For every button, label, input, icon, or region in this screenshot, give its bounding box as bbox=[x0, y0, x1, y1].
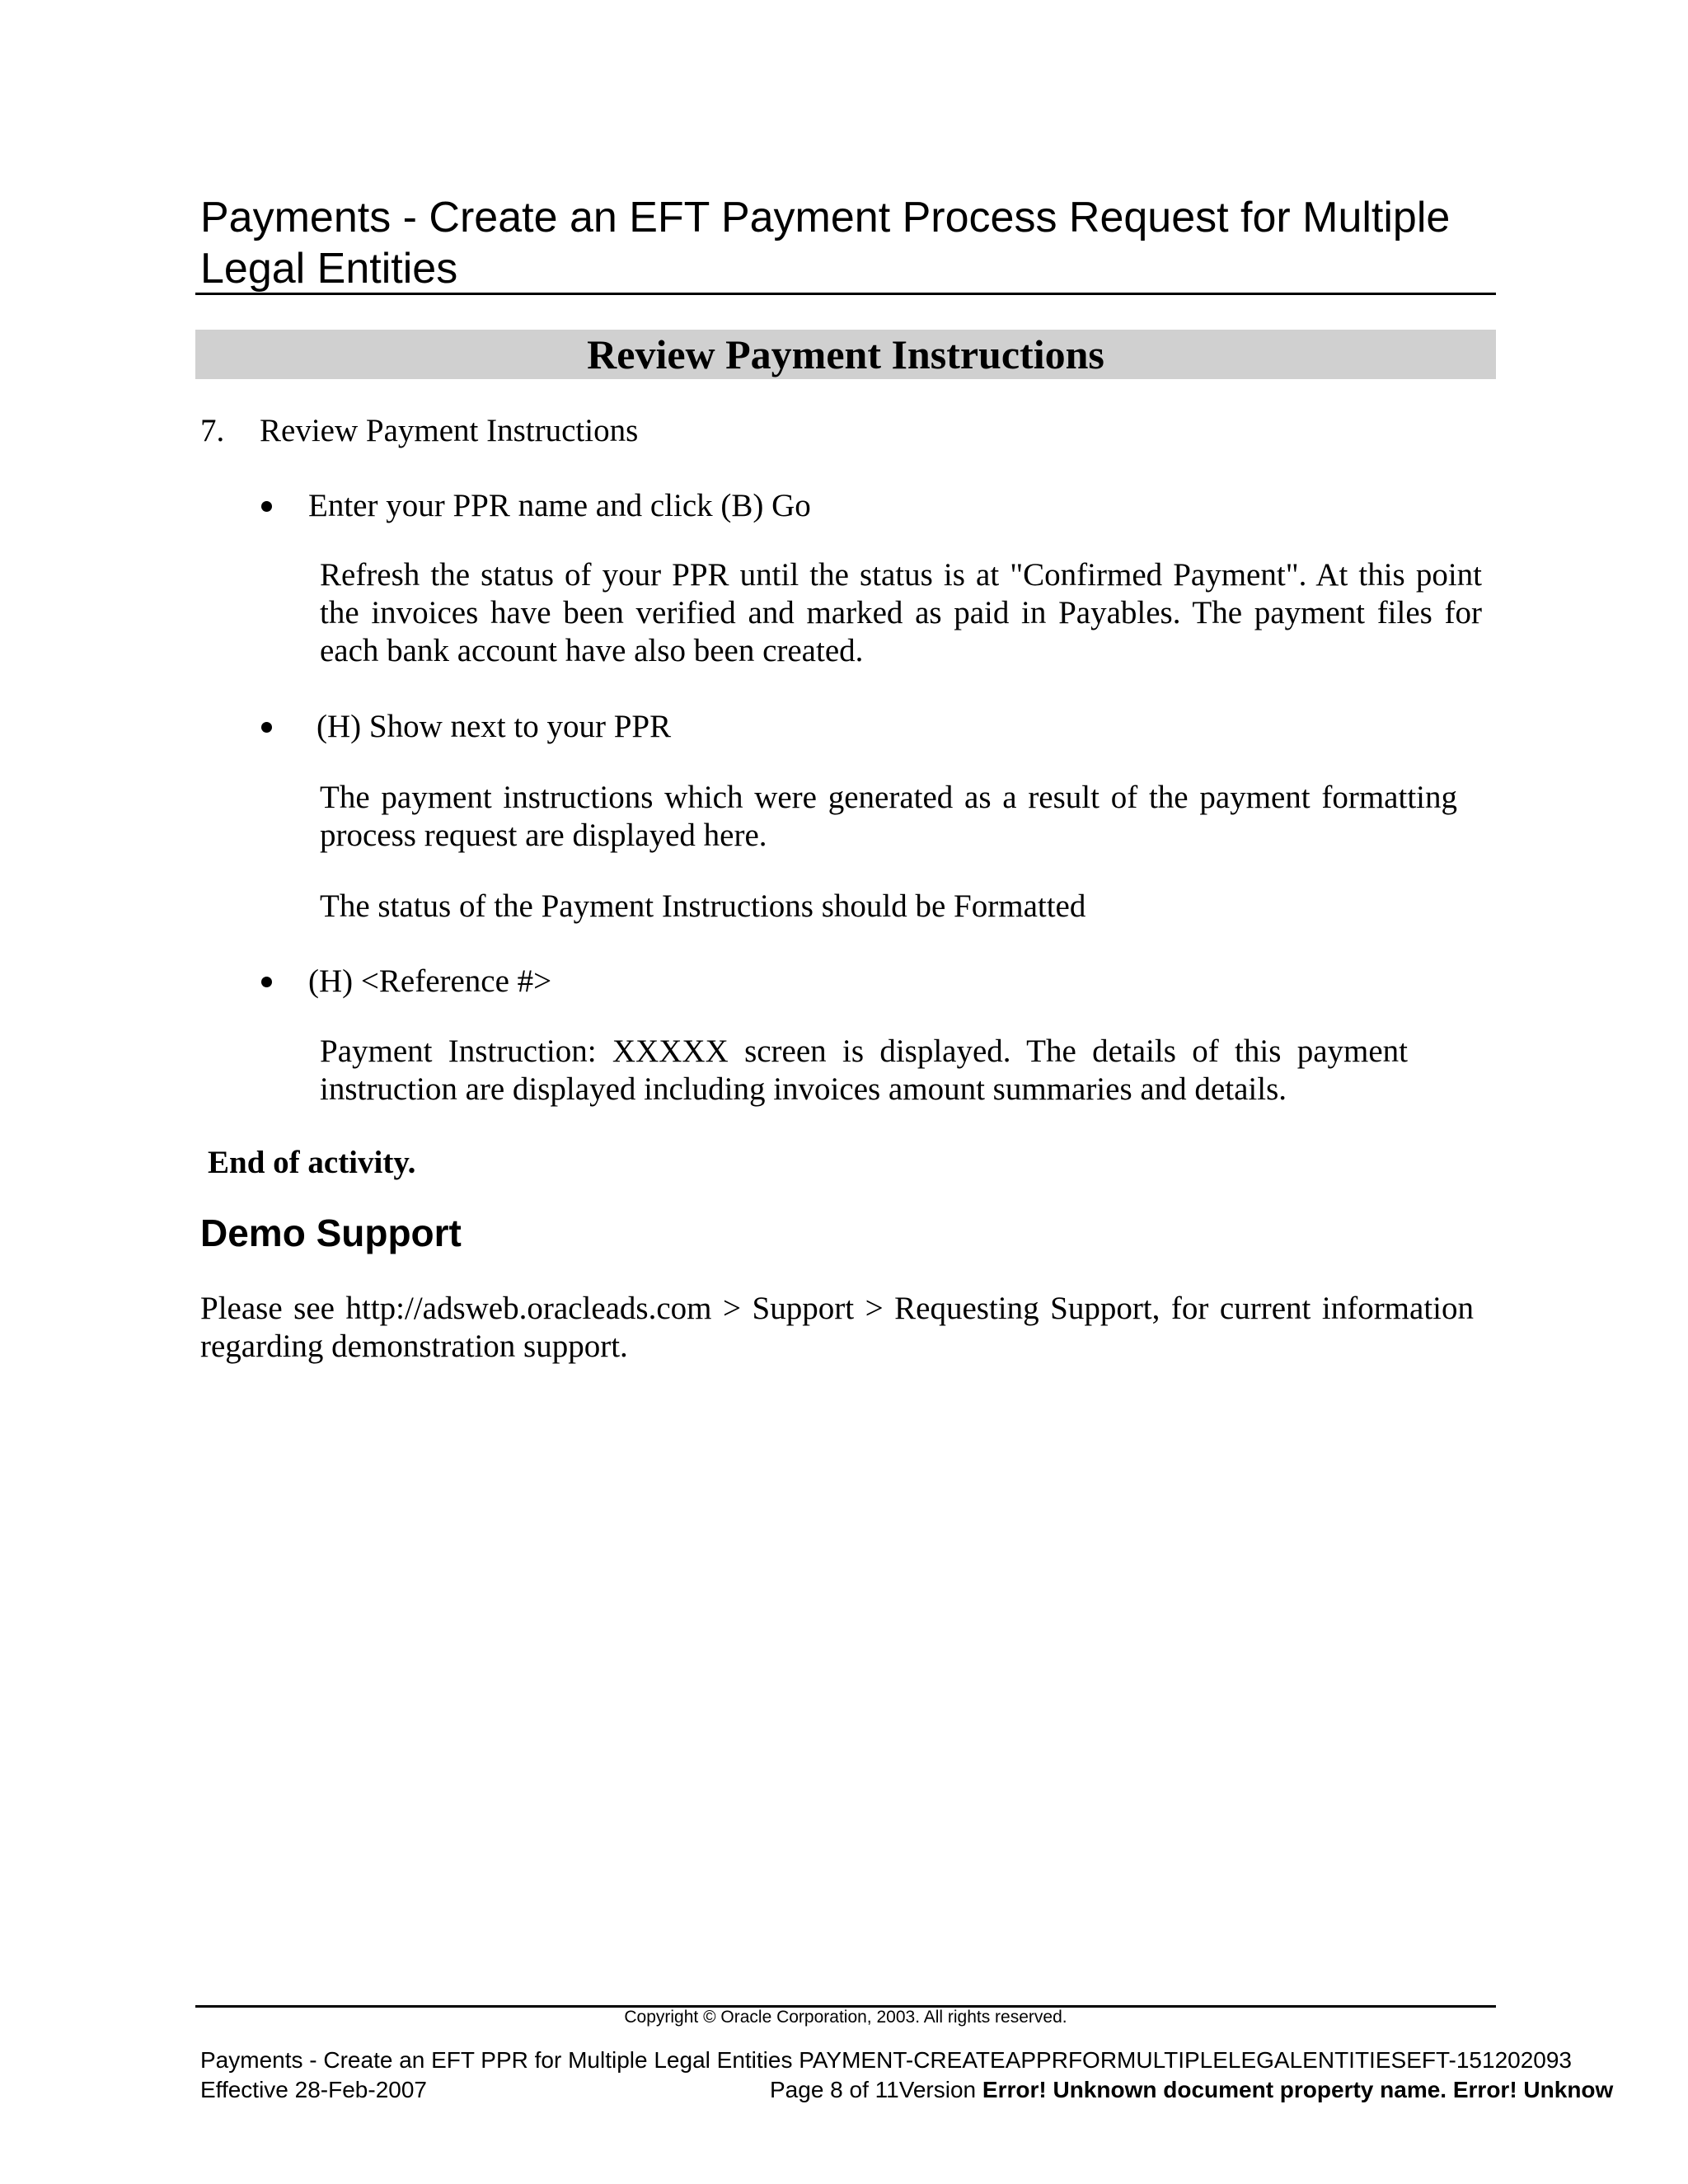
end-of-activity: End of activity. bbox=[208, 1145, 416, 1180]
bullet-paragraph: Refresh the status of your PPR until the status is at "Confirmed Payment". At this point the invoices have been verified and marked as paid in Payables. The payment files for each bank account have also been created. bbox=[320, 557, 1482, 668]
footer-effective-date: Effective 28-Feb-2007 bbox=[200, 2077, 427, 2102]
bullet-paragraph: The status of the Payment Instructions should be Formatted bbox=[320, 888, 1086, 924]
demo-support-heading: Demo Support bbox=[200, 1212, 462, 1254]
demo-support-text: Please see http://adsweb.oracleads.com > Support > Requesting Support, for current information regarding demonstration support. bbox=[200, 1291, 1474, 1364]
footer-document-line: Payments - Create an EFT PPR for Multiple Legal Entities PAYMENT-CREATEAPPRFORMULTIPLELEGALENTITIESEFT-151202093 bbox=[200, 2047, 1573, 2073]
bullet-label: (H) <Reference #> bbox=[308, 963, 552, 999]
footer-page-version bbox=[770, 2076, 1613, 2104]
bullet-icon bbox=[261, 977, 272, 987]
footer-page-number: Page 8 of 11Version bbox=[770, 2077, 977, 2102]
bullet-paragraph: The payment instructions which were generated as a result of the payment formatting process request are displayed here. bbox=[320, 780, 1457, 853]
bullet-icon bbox=[261, 501, 272, 512]
copyright-notice: Copyright © Oracle Corporation, 2003. All rights reserved. bbox=[624, 2008, 1067, 2027]
step-number: 7. bbox=[200, 413, 225, 448]
bullet-paragraph: Payment Instruction: XXXXX screen is displayed. The details of this payment instruction are displayed including invoices amount summaries and details. bbox=[320, 1033, 1408, 1107]
footer-error-text: Error! Unknown document property name. Error! Unknow bbox=[982, 2077, 1614, 2102]
title-divider bbox=[195, 293, 1496, 295]
section-banner: Review Payment Instructions bbox=[195, 330, 1496, 379]
document-title: Payments - Create an EFT Payment Process Request for Multiple Legal Entities bbox=[200, 194, 1451, 293]
step-title: Review Payment Instructions bbox=[260, 413, 639, 448]
bullet-icon bbox=[261, 722, 272, 733]
bullet-label: (H) Show next to your PPR bbox=[316, 709, 672, 744]
bullet-label: Enter your PPR name and click (B) Go bbox=[308, 488, 811, 523]
